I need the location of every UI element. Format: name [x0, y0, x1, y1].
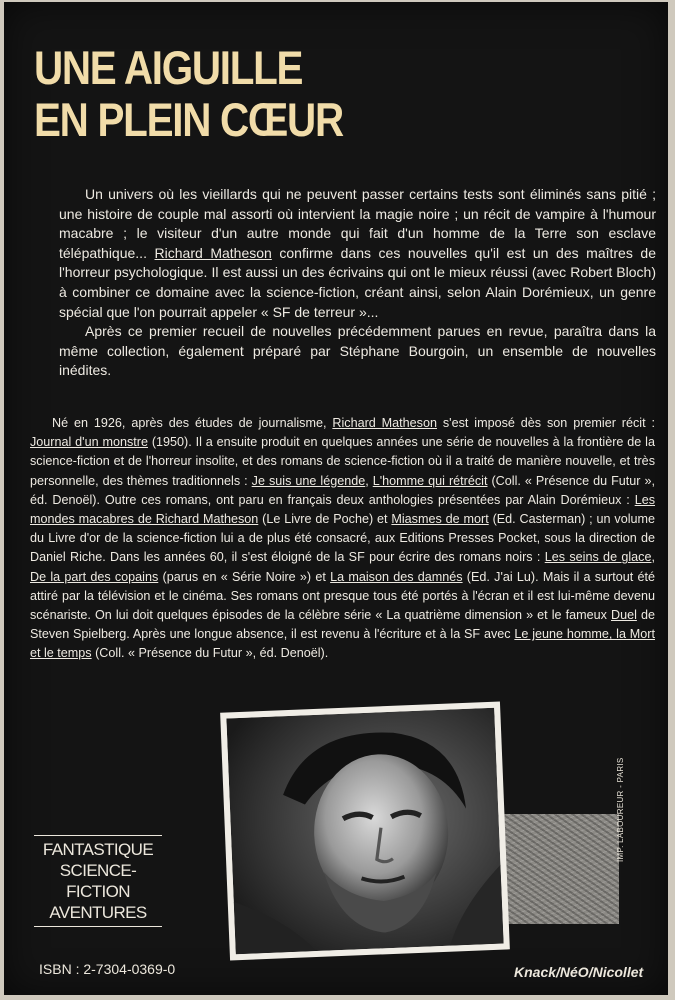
blurb-paragraph-1	[59, 185, 656, 322]
author-photo	[220, 701, 510, 960]
bio-title: De la part des copains	[30, 569, 159, 584]
bio-title: Le jeune homme, la Mort et le temps	[30, 627, 655, 661]
bio-text: Né en 1926, après des études de journalisme,	[52, 416, 333, 430]
isbn: ISBN : 2-7304-0369-0	[39, 961, 176, 977]
bio-title: Richard Matheson	[332, 416, 437, 430]
blurb-paragraph-2: Après ce premier recueil de nouvelles précédemment parues en revue, paraîtra dans la même collection, également préparé par Stéphane Bourgoin, un ensemble de nouvelles inédites.	[59, 323, 656, 379]
back-cover	[4, 2, 668, 995]
blurb-text: Un univers où les vieillards qui ne peuvent passer certains tests sont éliminés sans pitié ; une histoire de couple mal assorti où intervient la magie noire ; un récit de vampire à l'humour macabre ; le visiteur d'un autre monde qui fait d'un homme de la Terre son esclave télépathique...	[59, 186, 656, 261]
bio-text: ,	[651, 550, 655, 565]
bio-text: de Steven Spielberg. Après une longue absence, il est revenu à l'écriture et à la SF avec	[30, 608, 655, 642]
bio-text: s'est imposé dès son premier récit :	[436, 416, 655, 430]
grey-texture-patch	[501, 814, 619, 924]
bio-text: (Ed. Casterman) ; un volume du Livre d'or de la science-fiction lui a de plus été consacré, aux Editions Presses Pocket, sous la direction de Daniel Riche. Dans les années 60, il s'est éloigné de la SF pour écrire des romans noirs :	[30, 512, 656, 565]
author-portrait-image	[226, 708, 503, 955]
author-biography	[30, 414, 655, 664]
title-line-1: UNE AIGUILLE	[34, 41, 303, 94]
bio-title: Les mondes macabres de Richard Matheson	[30, 492, 655, 527]
printer-credit: IMP. LABOUREUR - PARIS	[616, 757, 625, 862]
genre-science-fiction: SCIENCE-FICTION	[59, 861, 137, 901]
bio-title: Je suis une légende	[251, 473, 366, 488]
bio-title: Journal d'un monstre	[30, 435, 148, 450]
author-name: Richard Matheson	[154, 244, 272, 261]
bio-title: Miasmes de mort	[391, 512, 489, 527]
bio-title: Les seins de glace	[544, 550, 652, 565]
bio-text: (Le Livre de Poche) et	[258, 512, 392, 527]
bio-title: Duel	[611, 608, 637, 623]
bio-text: (Ed. J'ai Lu). Mais il a surtout été attiré par la télévision et le cinéma. Ses romans ont presque tous été portés à l'écran et il est lui-même devenu scénariste. On lui doit quelques épisodes de la célèbre série « La quatrième dimension » et le fameux	[30, 569, 655, 623]
publisher-logo-text: Knack/NéO/Nicollet	[514, 964, 644, 980]
bio-text: (parus en « Série Noire ») et	[158, 569, 331, 584]
blurb	[59, 185, 656, 381]
bio-text: ,	[365, 473, 373, 488]
genre-aventures: AVENTURES	[49, 903, 147, 922]
title-line-2: EN PLEIN CŒUR	[34, 93, 343, 146]
bio-title: La maison des damnés	[330, 569, 463, 584]
bio-title: L'homme qui rétrécit	[372, 473, 488, 488]
genre-box	[34, 835, 162, 927]
bio-text: (Coll. « Présence du Futur », éd. Denoël). Outre ces romans, ont paru en français deux anthologies présentées par Alain Dorémieux :	[30, 473, 656, 507]
bio-paragraph	[30, 414, 655, 664]
bio-text: (Coll. « Présence du Futur », éd. Denoël).	[91, 646, 329, 661]
bio-text: (1950). Il a ensuite produit en quelques années une série de nouvelles à la frontière de la science-fiction et de l'horreur insolite, et des romans de science-fiction où il a traité de manière nouvelle, et très personnelle, des thèmes traditionnels :	[30, 435, 655, 488]
blurb-text: confirme dans ces nouvelles qu'il est un des maîtres de l'horreur psychologique. Il est aussi un des écrivains qui ont le mieux réussi (avec Robert Bloch) à combiner ce domaine avec la science-fiction, créant ainsi, selon Alain Dorémieux, un genre spécial que l'on pourrait appeler « SF de terreur »...	[59, 244, 656, 320]
book-title	[34, 42, 343, 146]
genre-fantastique: FANTASTIQUE	[42, 840, 154, 859]
